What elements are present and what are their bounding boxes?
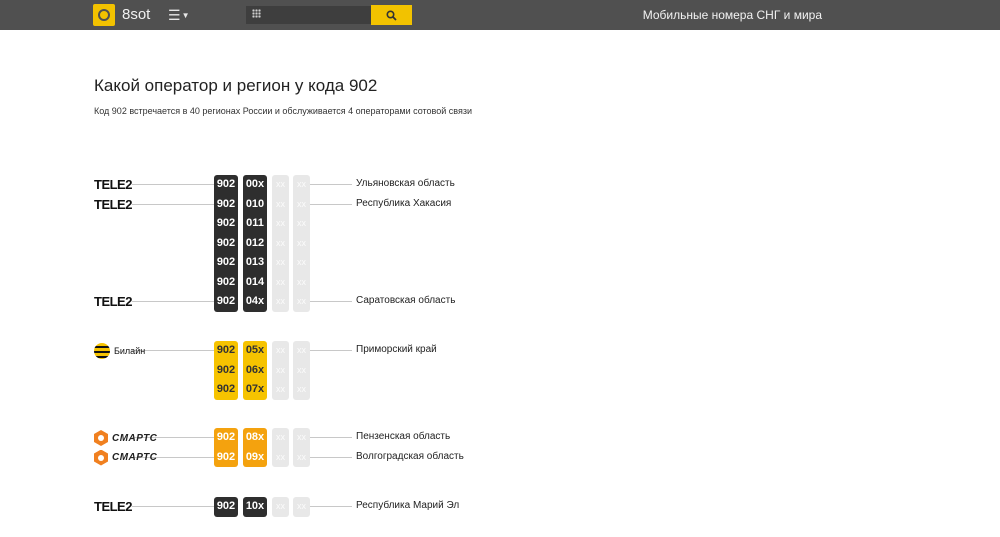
placeholder-cell: xx: [272, 253, 289, 273]
site-logo-icon[interactable]: [93, 4, 115, 26]
code-row[interactable]: [0, 448, 1000, 468]
code-cell: 902: [214, 214, 238, 234]
top-navigation-bar: [0, 0, 1000, 30]
placeholder-cell: xx: [293, 292, 310, 312]
tele2-logo: TELE2: [94, 177, 132, 192]
range-cell: 011: [243, 214, 267, 234]
placeholder-cell: xx: [293, 428, 310, 448]
code-cell: 902: [214, 175, 238, 195]
range-cell: 06x: [243, 361, 267, 381]
code-cell: 902: [214, 428, 238, 448]
page-description: Код 902 встречается в 40 регионах России и обслуживается 4 операторами сотовой связи: [94, 106, 472, 116]
connector-line: [310, 457, 352, 458]
code-cell: 902: [214, 195, 238, 215]
code-cell: 902: [214, 380, 238, 400]
code-row[interactable]: [0, 361, 1000, 381]
tele2-logo: TELE2: [94, 294, 132, 309]
placeholder-cell: xx: [272, 428, 289, 448]
code-row[interactable]: [0, 341, 1000, 361]
hamburger-menu-icon: ☰: [168, 7, 181, 23]
code-cell: 902: [214, 292, 238, 312]
range-cell: 05x: [243, 341, 267, 361]
keypad-icon: [252, 9, 261, 18]
region-label[interactable]: Пензенская область: [356, 431, 451, 442]
connector-line: [132, 506, 214, 507]
placeholder-cell: xx: [272, 273, 289, 293]
placeholder-cell: xx: [272, 497, 289, 517]
connector-line: [310, 506, 352, 507]
connector-line: [310, 301, 352, 302]
range-cell: 012: [243, 234, 267, 254]
placeholder-cell: xx: [293, 195, 310, 215]
site-tagline: Мобильные номера СНГ и мира: [642, 8, 822, 22]
connector-line: [310, 437, 352, 438]
placeholder-cell: xx: [272, 214, 289, 234]
code-row[interactable]: [0, 214, 1000, 234]
code-row[interactable]: [0, 273, 1000, 293]
connector-line: [132, 204, 214, 205]
placeholder-cell: xx: [293, 361, 310, 381]
code-row[interactable]: [0, 497, 1000, 517]
region-label[interactable]: Приморский край: [356, 344, 437, 355]
range-cell: 07x: [243, 380, 267, 400]
search-input[interactable]: [246, 6, 371, 24]
range-cell: 010: [243, 195, 267, 215]
smarts-icon: [94, 430, 108, 446]
code-row[interactable]: [0, 234, 1000, 254]
placeholder-cell: xx: [293, 448, 310, 468]
smarts-logo: СМАРТС: [94, 450, 157, 466]
brand-name[interactable]: 8sot: [122, 6, 151, 23]
placeholder-cell: xx: [272, 380, 289, 400]
region-label[interactable]: Волгоградская область: [356, 450, 464, 462]
code-row[interactable]: [0, 175, 1000, 195]
connector-line: [132, 184, 214, 185]
placeholder-cell: xx: [293, 253, 310, 273]
placeholder-cell: xx: [293, 214, 310, 234]
code-cell: 902: [214, 341, 238, 361]
code-row[interactable]: [0, 253, 1000, 273]
connector-line: [310, 184, 352, 185]
placeholder-cell: xx: [272, 448, 289, 468]
range-cell: 014: [243, 273, 267, 293]
chevron-down-icon: ▼: [181, 11, 190, 20]
smarts-icon: [94, 450, 108, 466]
code-row[interactable]: [0, 380, 1000, 400]
placeholder-cell: xx: [272, 175, 289, 195]
tele2-logo: TELE2: [94, 196, 132, 212]
code-row[interactable]: [0, 292, 1000, 312]
code-cell: 902: [214, 234, 238, 254]
placeholder-cell: xx: [272, 361, 289, 381]
range-cell: 09x: [243, 448, 267, 468]
tele2-logo: TELE2: [94, 499, 132, 514]
placeholder-cell: xx: [293, 380, 310, 400]
placeholder-cell: xx: [272, 292, 289, 312]
code-cell: 902: [214, 253, 238, 273]
smarts-logo: СМАРТС: [94, 430, 157, 446]
placeholder-cell: xx: [293, 175, 310, 195]
menu-button[interactable]: [168, 6, 189, 25]
code-cell: 902: [214, 448, 238, 468]
code-cell: 902: [214, 273, 238, 293]
search-button[interactable]: [371, 5, 412, 25]
code-cell: 902: [214, 497, 238, 517]
connector-line: [310, 204, 352, 205]
search-icon: [386, 10, 397, 21]
beeline-logo: Билайн: [94, 343, 145, 359]
range-cell: 013: [243, 253, 267, 273]
page-title: Какой оператор и регион у кода 902: [94, 76, 378, 95]
placeholder-cell: xx: [272, 195, 289, 215]
range-cell: 08x: [243, 428, 267, 448]
placeholder-cell: xx: [293, 234, 310, 254]
placeholder-cell: xx: [293, 273, 310, 293]
code-row[interactable]: [0, 195, 1000, 215]
region-label[interactable]: Республика Марий Эл: [356, 500, 460, 511]
placeholder-cell: xx: [272, 341, 289, 361]
region-label[interactable]: Саратовская область: [356, 295, 456, 306]
placeholder-cell: xx: [293, 497, 310, 517]
range-cell: 10x: [243, 497, 267, 517]
connector-line: [310, 350, 352, 351]
region-label[interactable]: Ульяновская область: [356, 178, 455, 189]
placeholder-cell: xx: [293, 341, 310, 361]
connector-line: [132, 301, 214, 302]
code-row[interactable]: [0, 428, 1000, 448]
placeholder-cell: xx: [272, 234, 289, 254]
code-cell: 902: [214, 361, 238, 381]
region-label[interactable]: Республика Хакасия: [356, 197, 452, 209]
range-cell: 00x: [243, 175, 267, 195]
range-cell: 04x: [243, 292, 267, 312]
beeline-icon: [94, 343, 110, 359]
